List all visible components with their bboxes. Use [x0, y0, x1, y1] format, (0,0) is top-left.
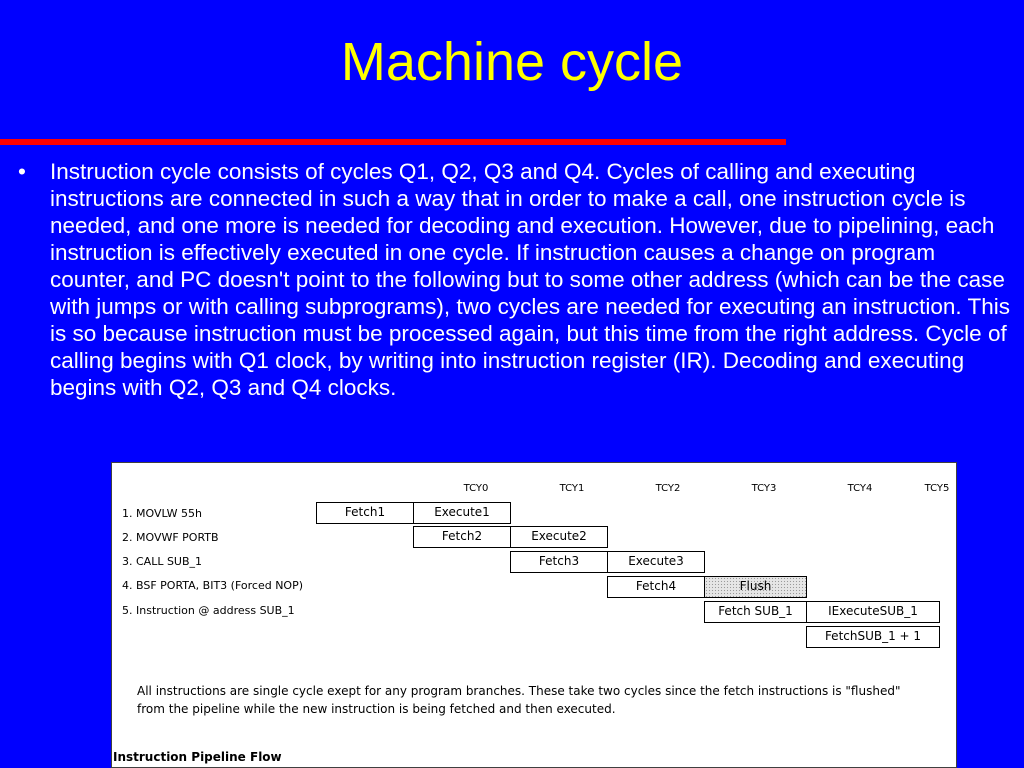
- title-divider: [0, 139, 786, 145]
- pipeline-note: All instructions are single cycle exept for any program branches. These take two cycles since the fetch instructions is "flushed" from the pipeline while the new instruction is being fetched and then executed.: [137, 684, 901, 716]
- pipeline-cell-fetch-sub1: Fetch SUB_1: [704, 601, 807, 623]
- pipeline-cell-fetch-sub1-plus1: FetchSUB_1 + 1: [806, 626, 940, 648]
- column-header: TCY5: [924, 483, 950, 494]
- pipeline-cell-fetch4: Fetch4: [607, 576, 705, 598]
- row-label: 1. MOVLW 55h: [122, 507, 202, 520]
- column-header: TCY4: [847, 483, 873, 494]
- column-header: TCY2: [655, 483, 681, 494]
- figure-caption: Instruction Pipeline Flow: [113, 750, 282, 764]
- pipeline-figure: [111, 462, 957, 768]
- bullet-text: Instruction cycle consists of cycles Q1, Q2, Q3 and Q4. Cycles of calling and executing instructions are connected in such a way that in order to make a call, one instruction cycle is needed, and one more is needed for decoding and execution. However, due to pipelining, each instruction is effectively executed in one cycle. If instruction causes a change on program counter, and PC doesn't point to the following but to some other address (which can be the case with jumps or with calling subprograms), two cycles are needed for executing an instruction. This is so because instruction must be processed again, but this time from the right address. Cycle of calling begins with Q1 clock, by writing into instruction register (IR). Decoding and executing begins with Q2, Q3 and Q4 clocks.: [50, 159, 1011, 400]
- pipeline-cell-fetch3: Fetch3: [510, 551, 608, 573]
- row-label: 2. MOVWF PORTB: [122, 531, 219, 544]
- row-label: 5. Instruction @ address SUB_1: [122, 604, 295, 617]
- pipeline-cell-execute-sub1: IExecuteSUB_1: [806, 601, 940, 623]
- pipeline-cell-execute3: Execute3: [607, 551, 705, 573]
- pipeline-cell-flush: Flush: [704, 576, 807, 598]
- pipeline-cell-fetch2: Fetch2: [413, 526, 511, 548]
- column-header: TCY0: [463, 483, 489, 494]
- pipeline-cell-execute1: Execute1: [413, 502, 511, 524]
- column-header: TCY3: [751, 483, 777, 494]
- pipeline-cell-fetch1: Fetch1: [316, 502, 414, 524]
- column-header: TCY1: [559, 483, 585, 494]
- row-label: 4. BSF PORTA, BIT3 (Forced NOP): [122, 579, 304, 592]
- pipeline-cell-execute2: Execute2: [510, 526, 608, 548]
- slide-title: Machine cycle: [340, 32, 684, 92]
- row-label: 3. CALL SUB_1: [122, 555, 203, 568]
- bullet-marker: •: [18, 159, 26, 184]
